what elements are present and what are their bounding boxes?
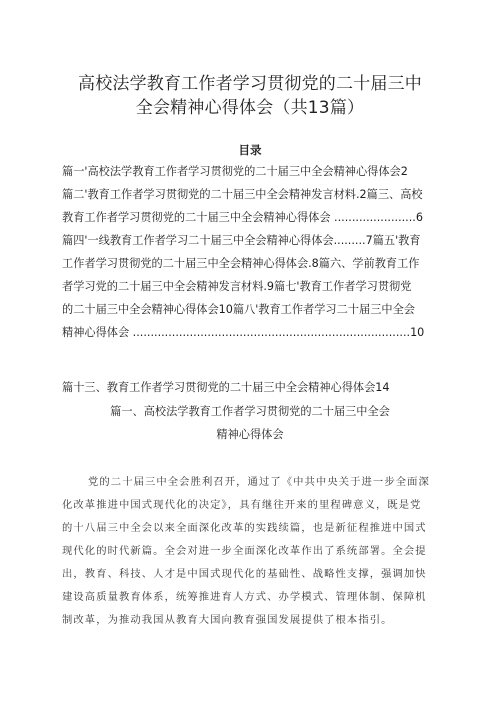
- toc-heading: 目录: [238, 143, 262, 157]
- toc-line[interactable]: 的二十届三中全会精神心得体会10篇八'教育工作者学习二十届三中全会: [62, 303, 415, 316]
- toc-line[interactable]: 教育工作者学习贯彻党的二十届三中全会精神心得体会 .......................6: [62, 211, 423, 224]
- toc-line-section-13[interactable]: 篇十三、教育工作者学习贯彻党的二十届三中全会精神心得体会14: [62, 381, 390, 394]
- body-paragraph-line: 的十八届三中全会以来全面深化改革的实践续篇，也是新征程推进中国式: [62, 522, 427, 534]
- toc-line[interactable]: 篇二'教育工作者学习贯彻党的二十届三中全会精神发言材料.2篇三、高校: [62, 188, 423, 201]
- toc-line[interactable]: 篇四'一线教育工作者学习二十届三中全会精神心得体会.........7篇五'教育: [62, 234, 421, 247]
- toc-line[interactable]: 者学习党的二十届三中全会精神发言材料.9篇七'教育工作者学习贯彻党: [62, 280, 412, 293]
- section-heading-line-2: 精神心得体会: [216, 428, 284, 441]
- body-paragraph-line: 制改革，为推动我国从教育大国向教育强国发展提供了根本指引。: [62, 614, 393, 626]
- body-paragraph-line: 出，教育、科技、人才是中国式现代化的基础性、战略性支撑，强调加快: [62, 568, 427, 580]
- body-paragraph-line: 建设高质量教育体系，统筹推进育人方式、办学模式、管理体制、保障机: [62, 591, 427, 603]
- body-paragraph-line: 化改革推进中国式现代化的决定》，具有继往开来的里程碑意义，既是党: [62, 499, 422, 511]
- document-title-line-2: 全会精神心得体会（共13篇）: [135, 98, 365, 118]
- toc-line[interactable]: 篇一'高校法学教育工作者学习贯彻党的二十届三中全会精神心得体会2: [62, 165, 408, 178]
- body-paragraph-line: 党的二十届三中全会胜利召开，通过了《中共中央关于进一步全面深: [88, 476, 430, 488]
- body-paragraph-line: 现代化的时代新篇。全会对进一步全面深化改革作出了系统部署。全会提: [62, 545, 427, 557]
- section-heading-line-1: 篇一、高校法学教育工作者学习贯彻党的二十届三中全会: [110, 405, 390, 418]
- toc-line[interactable]: 精神心得体会 ..............................................................................10: [62, 326, 425, 339]
- document-title-line-1: 高校法学教育工作者学习贯彻党的二十届三中: [78, 74, 422, 94]
- toc-line[interactable]: 工作者学习贯彻党的二十届三中全会精神心得体会.8篇六、学前教育工作: [62, 257, 420, 270]
